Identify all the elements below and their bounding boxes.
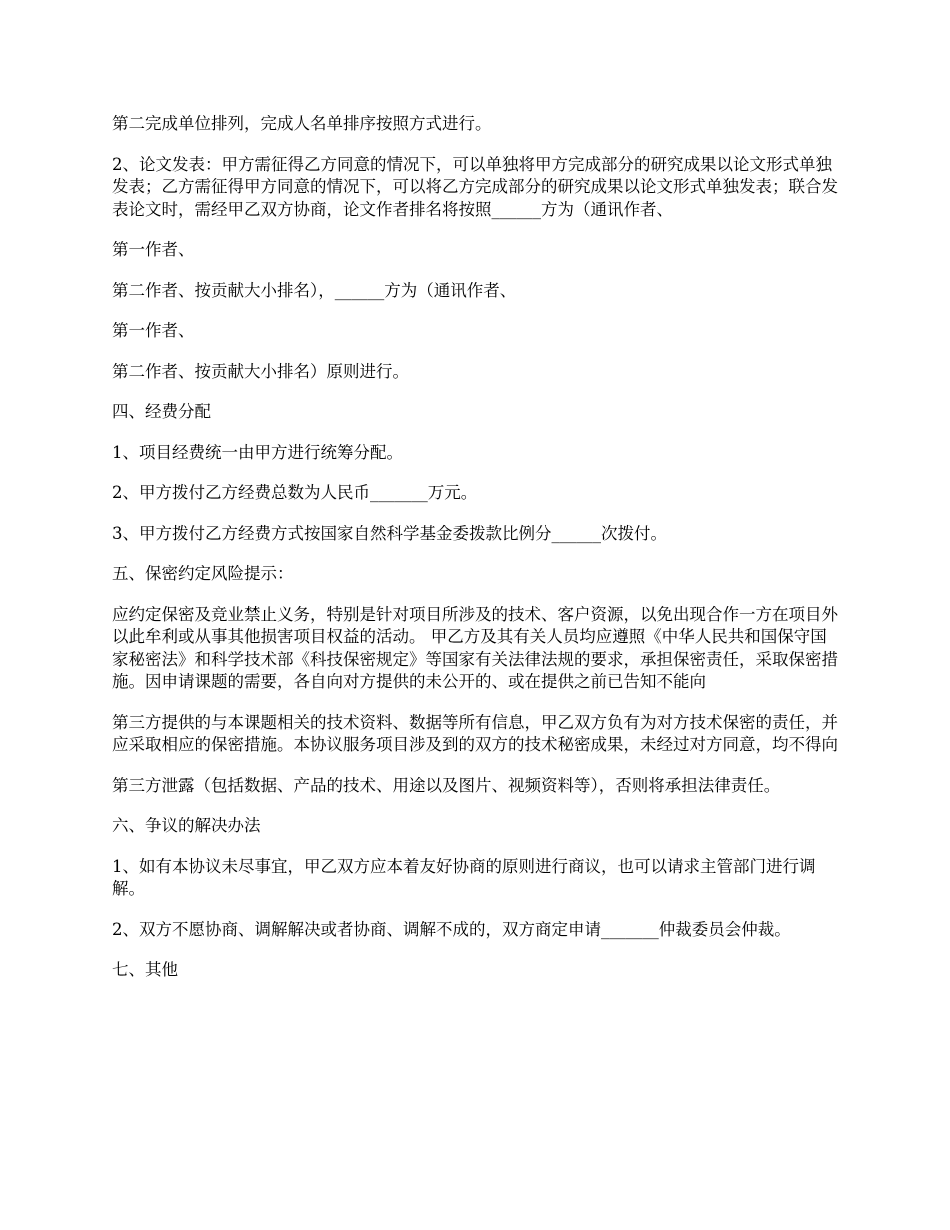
paragraph-dispute-2: 2、双方不愿协商、调解解决或者协商、调解不成的，双方商定申请_______仲裁委员会仲裁。: [112, 919, 791, 939]
paragraph-funding-1: 1、项目经费统一由甲方进行统筹分配。: [112, 442, 403, 462]
paragraph-confidentiality-3: 第三方泄露（包括数据、产品的技术、用途以及图片、视频资料等），否则将承担法律责任。: [112, 775, 781, 795]
paragraph-paper-publication: 2、论文发表：甲方需征得乙方同意的情况下，可以单独将甲方完成部分的研究成果以论文形式单独发表；乙方需征得甲方同意的情况下，可以将乙方完成部分的研究成果以论文形式单独发表；联合发表论文时，需经甲乙双方协商，论文作者排名将按照______方为（通讯作者、: [112, 154, 838, 219]
paragraph-first-author-1: 第一作者、: [112, 240, 195, 259]
paragraph-confidentiality-2: 第三方提供的与本课题相关的技术资料、数据等所有信息，甲乙双方负有为对方技术保密的责任，并应采取相应的保密措施。本协议服务项目涉及到的双方的技术秘密成果，未经过对方同意，均不得向: [112, 712, 838, 754]
paragraph-confidentiality-1: 应约定保密及竞业禁止义务，特别是针对项目所涉及的技术、客户资源，以免出现合作一方在项目外以此牟利或从事其他损害项目权益的活动。 甲乙方及其有关人员均应遵照《中华人民共和国保守国家秘密法》和科学技术部《科技保密规定》等国家有关法律法规的要求，承担保密责任，采取保密措施。因申请课题的需要，各自向对方提供的未公开的、或在提供之前已告知不能向: [112, 604, 838, 691]
paragraph-funding-2: 2、甲方拨付乙方经费总数为人民币_______万元。: [112, 483, 478, 502]
section-heading-funding: 四、经费分配: [112, 402, 211, 421]
section-heading-confidentiality: 五、保密约定风险提示：: [112, 564, 294, 583]
paragraph-funding-3: 3、甲方拨付乙方经费方式按国家自然科学基金委拨款比例分______次拨付。: [112, 523, 667, 543]
section-heading-dispute: 六、争议的解决办法: [112, 816, 261, 835]
paragraph-second-author-2: 第二作者、按贡献大小排名）原则进行。: [112, 361, 409, 381]
paragraph-completion-order: 第二完成单位排列，完成人名单排序按照方式进行。: [112, 114, 492, 133]
paragraph-dispute-1: 1、如有本协议未尽事宜，甲乙双方应本着友好协商的原则进行商议，也可以请求主管部门进行调解。: [112, 856, 816, 898]
section-heading-other: 七、其他: [112, 960, 178, 979]
paragraph-second-author-1: 第二作者、按贡献大小排名），______方为（通讯作者、: [112, 280, 517, 300]
paragraph-first-author-2: 第一作者、: [112, 321, 195, 340]
